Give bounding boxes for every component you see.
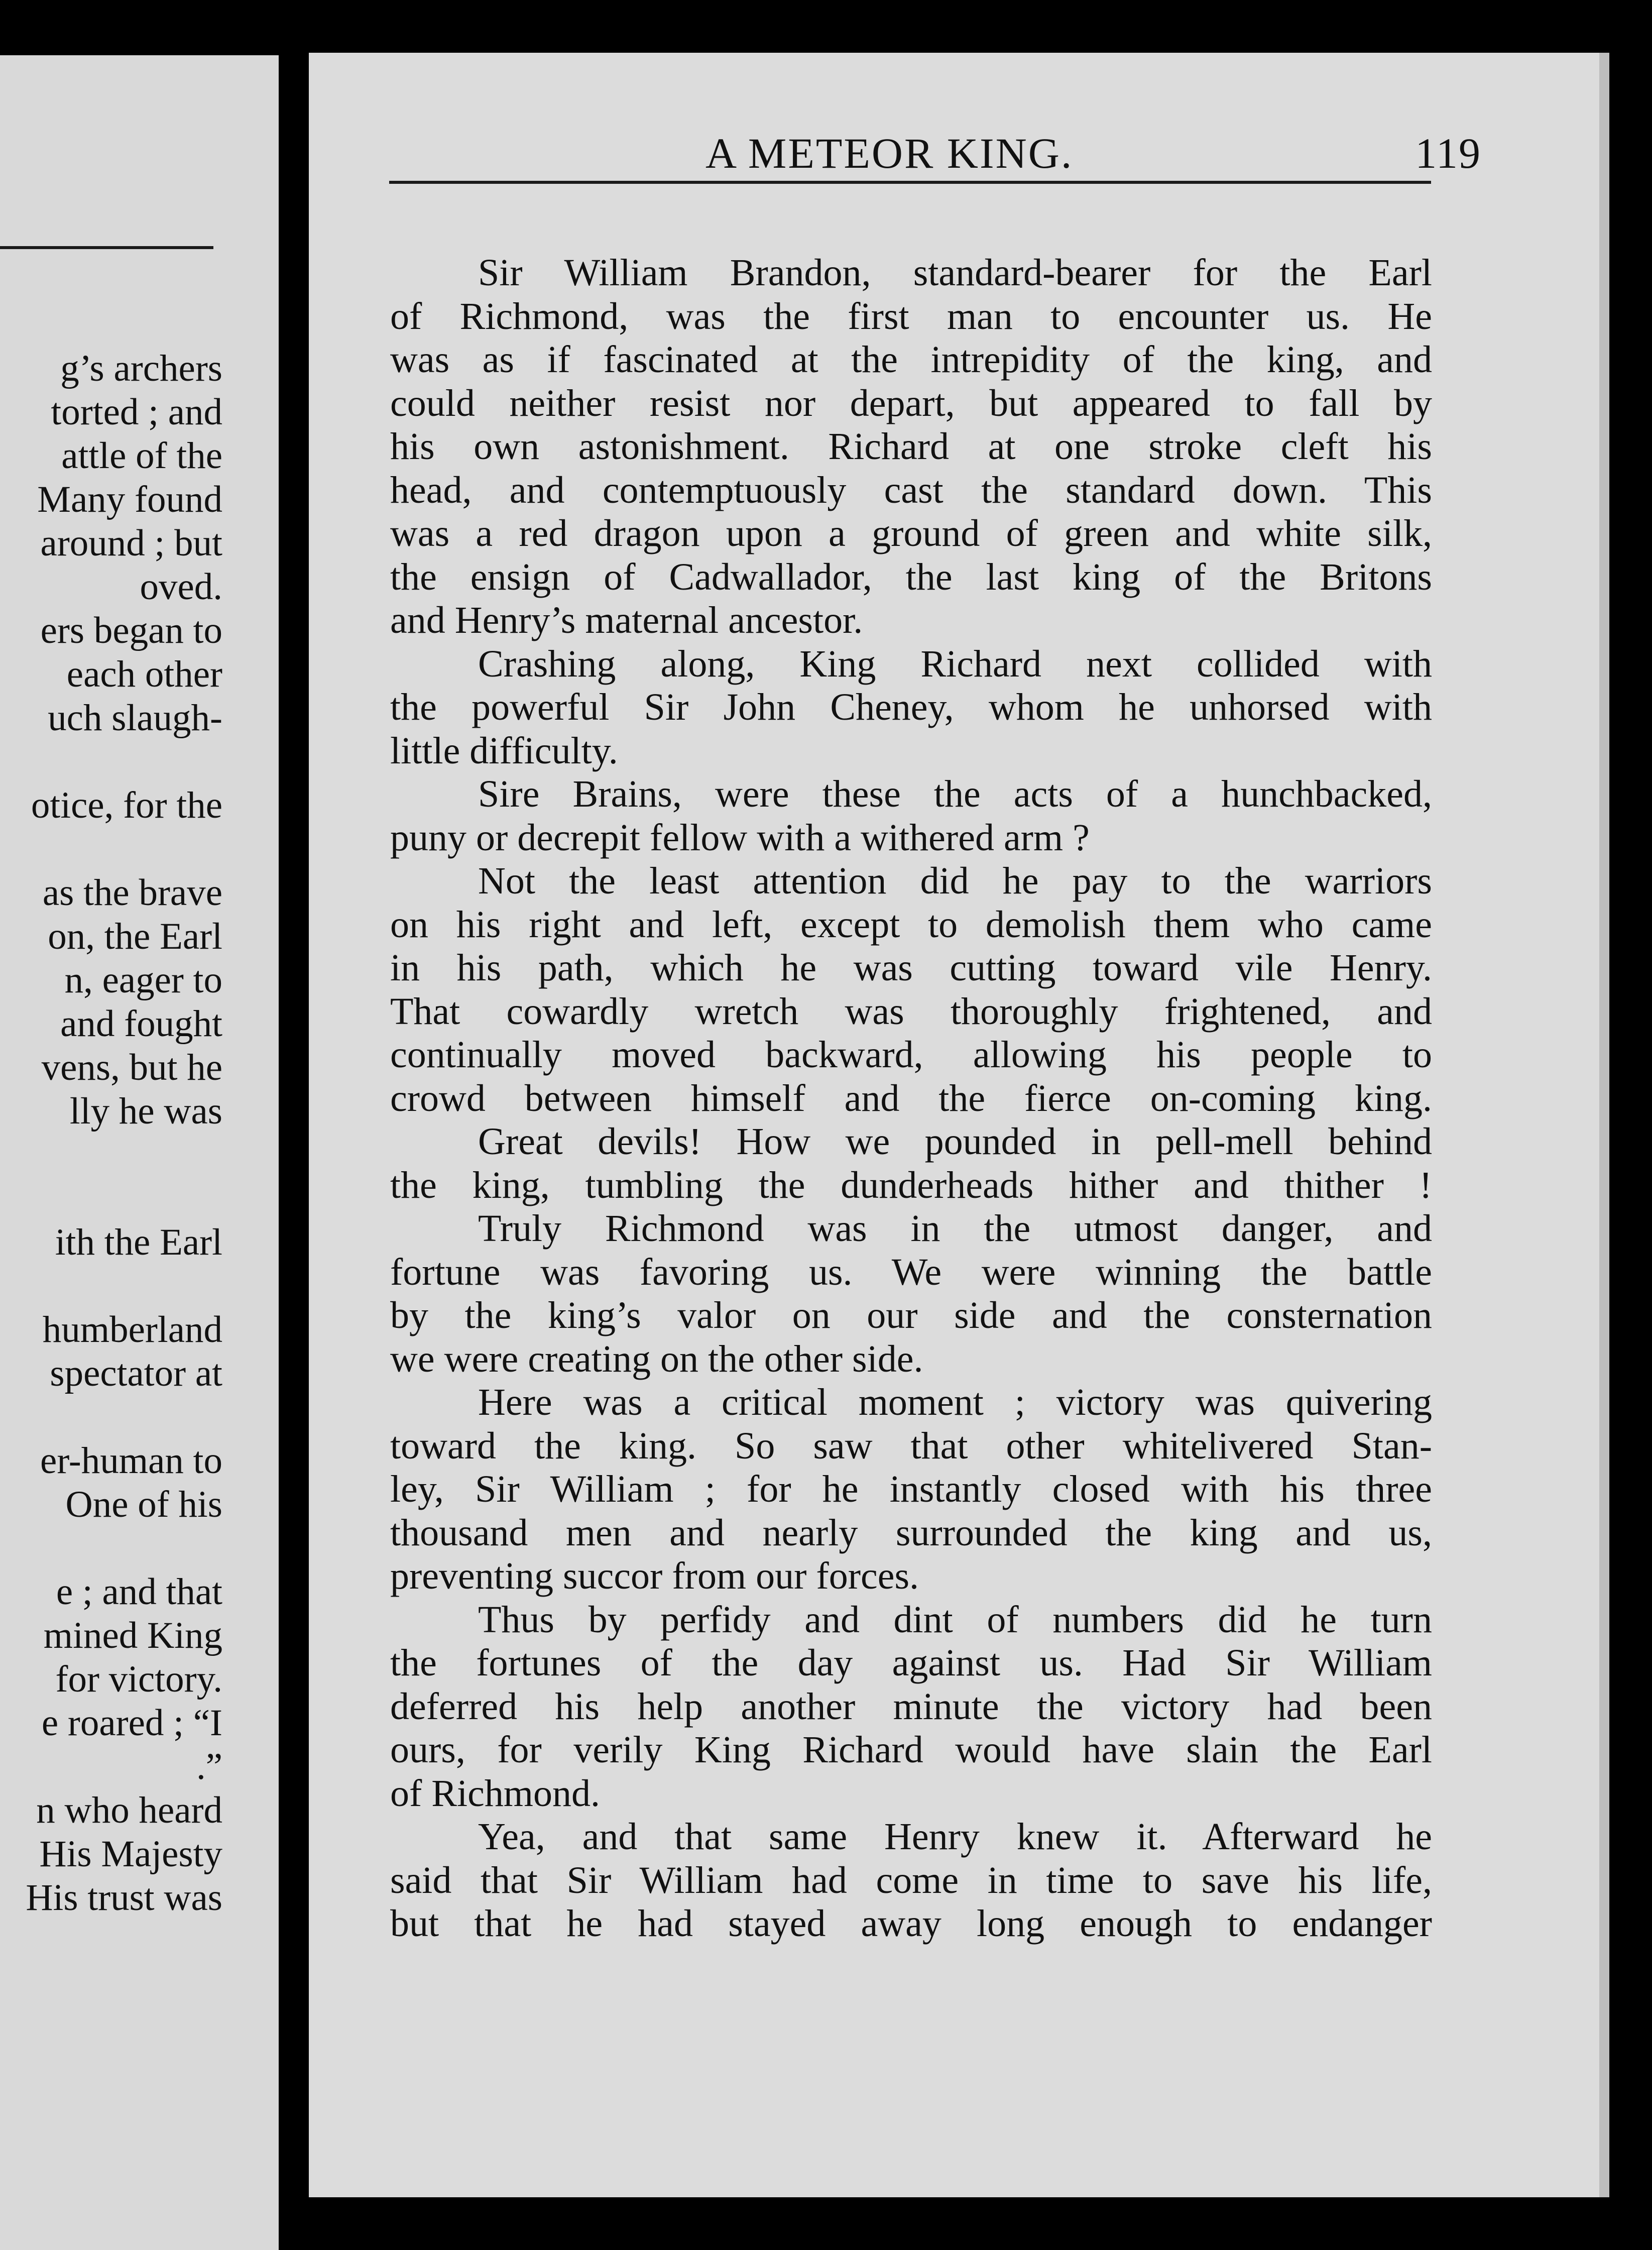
left-line: e roared ; “I [41, 1702, 222, 1744]
book-gutter [279, 0, 309, 2250]
text-line: Sir William Brandon, standard-bearer for the Earl [478, 252, 1432, 294]
left-line: vens, but he [41, 1047, 222, 1088]
left-line-gap [26, 1395, 222, 1439]
left-line: oved. [140, 566, 222, 608]
left-line: as the brave [42, 872, 222, 914]
left-page [0, 55, 279, 2250]
left-line-gap [26, 1526, 222, 1570]
text-line: of Richmond, was the first man to encounter us. He [390, 295, 1432, 338]
text-line: ours, for verily King Richard would have slain the Earl [390, 1729, 1432, 1771]
text-line: thousand men and nearly surrounded the king and us, [390, 1511, 1432, 1554]
right-page [309, 53, 1599, 2197]
text-line: could neither resist nor depart, but appeared to fall by [390, 382, 1432, 424]
text-line: Not the least attention did he pay to the warriors [478, 860, 1432, 902]
left-line-gap [26, 1264, 222, 1308]
left-line: mined King [43, 1615, 222, 1656]
page-edge [1599, 53, 1609, 2197]
left-page-text [26, 347, 222, 1920]
text-line: Sire Brains, were these the acts of a hunchbacked, [478, 773, 1432, 815]
text-line: That cowardly wretch was thoroughly frightened, and [390, 990, 1432, 1033]
text-line: Here was a critical moment ; victory was quivering [478, 1381, 1432, 1423]
left-line: One of his [65, 1484, 222, 1525]
text-line: fortune was favoring us. We were winning the battle [390, 1251, 1432, 1293]
left-line-gap [26, 1133, 222, 1177]
left-line: er-human to [40, 1440, 222, 1482]
left-line: n who heard [36, 1789, 222, 1831]
text-line: Crashing along, King Richard next collided with [478, 642, 1432, 685]
text-line: Yea, and that same Henry knew it. Afterward he [478, 1816, 1432, 1858]
left-line: e ; and that [56, 1571, 222, 1613]
text-line: Truly Richmond was in the utmost danger, and [478, 1207, 1432, 1250]
text-line: the fortunes of the day against us. Had Sir William [390, 1642, 1432, 1684]
left-line: ers began to [40, 610, 222, 651]
text-line: Thus by perfidy and dint of numbers did he turn [478, 1598, 1432, 1641]
left-line: for victory. [55, 1658, 222, 1700]
text-line: by the king’s valor on our side and the consternation [390, 1294, 1432, 1336]
body-text [390, 251, 1432, 1946]
text-line: was as if fascinated at the intrepidity of the king, and [390, 339, 1432, 381]
text-line: the king, tumbling the dunderheads hither and thither ! [390, 1164, 1432, 1206]
text-line: was a red dragon upon a ground of green and white silk, [390, 512, 1432, 554]
left-line: g’s archers [60, 348, 222, 389]
page-header [309, 126, 1599, 181]
text-line: of Richmond. [390, 1772, 600, 1815]
left-line: His Majesty [39, 1833, 222, 1875]
left-line: Many found [37, 479, 222, 520]
text-line: we were creating on the other side. [390, 1337, 923, 1380]
text-line: the ensign of Cadwallador, the last king of the Britons [390, 555, 1432, 598]
text-line: in his path, which he was cutting toward vile Henry. [390, 947, 1432, 989]
text-line: toward the king. So saw that other whitelivered Stan- [390, 1424, 1432, 1467]
left-line: humberland [42, 1309, 222, 1351]
left-line: and fought [60, 1003, 222, 1045]
text-line: on his right and left, except to demolish them who came [390, 903, 1432, 946]
left-line: uch slaugh- [48, 697, 222, 739]
text-line: ley, Sir William ; for he instantly closed with his three [390, 1468, 1432, 1510]
left-line: otice, for the [31, 784, 222, 826]
text-line: his own astonishment. Richard at one stroke cleft his [390, 425, 1432, 468]
left-line: around ; but [40, 522, 222, 564]
text-line: and Henry’s maternal ancestor. [390, 599, 863, 641]
text-line: little difficulty. [390, 729, 618, 772]
left-line: ith the Earl [55, 1221, 222, 1263]
left-line: on, the Earl [48, 916, 222, 957]
left-header-rule [0, 246, 213, 249]
text-line: puny or decrepit fellow with a withered arm ? [390, 816, 1090, 859]
page-number: 119 [1415, 129, 1481, 177]
text-line: preventing succor from our forces. [390, 1555, 919, 1597]
text-line: Great devils! How we pounded in pell-mell behind [478, 1120, 1432, 1163]
text-line: head, and contemptuously cast the standard down. This [390, 469, 1432, 511]
left-line-gap [26, 740, 222, 783]
text-line: continually moved backward, allowing his people to [390, 1034, 1432, 1076]
left-line: torted ; and [51, 391, 222, 433]
left-line-gap [26, 1177, 222, 1220]
running-title: A METEOR KING. [705, 129, 1074, 177]
left-line: each other [66, 653, 222, 695]
left-line: His trust was [26, 1877, 222, 1919]
text-line: the powerful Sir John Cheney, whom he unhorsed with [390, 686, 1432, 728]
left-line: n, eager to [64, 959, 222, 1001]
left-line-gap [26, 827, 222, 871]
text-line: said that Sir William had come in time to save his life, [390, 1859, 1432, 1901]
header-rule [389, 181, 1431, 184]
left-line: attle of the [61, 435, 222, 477]
text-line: but that he had stayed away long enough to endanger [390, 1902, 1432, 1945]
text-line: crowd between himself and the fierce on-coming king. [390, 1077, 1432, 1119]
left-line: .” [196, 1746, 222, 1787]
text-line: deferred his help another minute the victory had been [390, 1685, 1432, 1728]
left-line: lly he was [69, 1090, 222, 1132]
left-line: spectator at [50, 1353, 222, 1394]
